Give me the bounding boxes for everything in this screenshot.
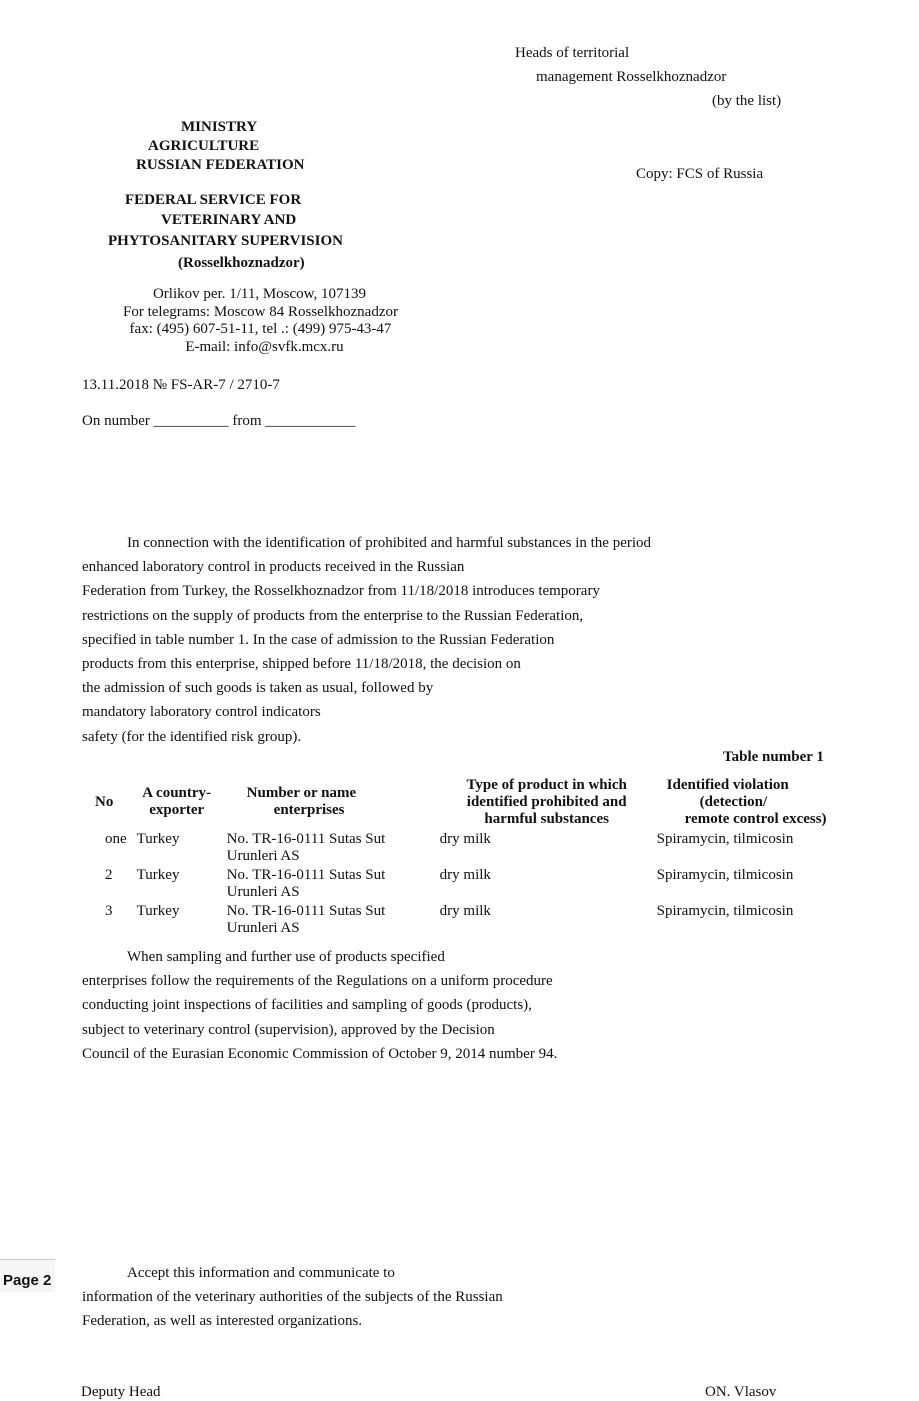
paragraph-2-line: Council of the Eurasian Economic Commission of October 9, 2014 number 94. xyxy=(82,1045,558,1062)
on-number-line: On number __________ from ____________ xyxy=(82,413,356,429)
cell-violation: Spiramycin, tilmicosin xyxy=(656,867,794,883)
paragraph-1-line: products from this enterprise, shipped before 11/18/2018, the decision on xyxy=(82,655,521,672)
addressee-line-2: management Rosselkhoznadzor xyxy=(536,69,727,85)
paragraph-2 xyxy=(82,945,557,1066)
ministry-line-1: MINISTRY xyxy=(181,119,258,135)
paragraph-1-line: specified in table number 1. In the case of admission to the Russian Federation xyxy=(82,631,555,648)
cell-product: dry milk xyxy=(439,831,491,847)
address-line-4: E-mail: info@svfk.mcx.ru xyxy=(185,339,344,355)
paragraph-3-line: information of the veterinary authorities of the subjects of the Russian xyxy=(82,1289,503,1306)
paragraph-1-line: enhanced laboratory control in products received in the Russian xyxy=(82,559,465,576)
header-violation: Identified violation (detection/ remote control excess) xyxy=(666,776,827,827)
cell-no: 3 xyxy=(105,903,113,919)
table-row xyxy=(95,831,867,867)
paragraph-1-line: restrictions on the supply of products from the enterprise to the Russian Federation, xyxy=(82,607,584,624)
paragraph-2-line: subject to veterinary control (supervision), approved by the Decision xyxy=(82,1021,495,1038)
cell-country: Turkey xyxy=(136,867,180,883)
cell-violation: Spiramycin, tilmicosin xyxy=(656,831,794,847)
paragraph-2-line: When sampling and further use of products specified xyxy=(127,949,445,965)
paragraph-2-line: conducting joint inspections of facilities and sampling of goods (products), xyxy=(82,997,532,1014)
service-line-3: PHYTOSANITARY SUPERVISION xyxy=(108,233,343,249)
doc-reference: 13.11.2018 № FS-AR-7 / 2710-7 xyxy=(82,377,280,393)
address-line-3: fax: (495) 607-51-11, tel .: (499) 975-43-47 xyxy=(129,321,392,337)
copy-line: Copy: FCS of Russia xyxy=(636,166,764,182)
paragraph-1-line: safety (for the identified risk group). xyxy=(82,728,302,745)
signature-name: ON. Vlasov xyxy=(705,1384,777,1400)
address-line-1: Orlikov per. 1/11, Moscow, 107139 xyxy=(152,286,367,302)
paragraph-3-line: Accept this information and communicate to xyxy=(127,1265,395,1281)
addressee-line-1: Heads of territorial xyxy=(515,45,630,61)
cell-country: Turkey xyxy=(136,903,180,919)
service-line-4: (Rosselkhoznadzor) xyxy=(178,255,305,271)
paragraph-1-line: Federation from Turkey, the Rosselkhoznadzor from 11/18/2018 introduces temporary xyxy=(82,583,600,600)
table-row xyxy=(95,903,867,939)
cell-no: one xyxy=(105,831,127,847)
service-line-1: FEDERAL SERVICE FOR xyxy=(125,192,302,208)
cell-no: 2 xyxy=(105,867,113,883)
violations-table xyxy=(95,773,867,939)
page-number-label: Page 2 xyxy=(0,1259,55,1292)
header-no: No xyxy=(95,793,114,810)
table-row xyxy=(95,867,867,903)
header-enterprise: Number or name enterprises xyxy=(246,785,357,818)
table-header-row xyxy=(95,773,867,831)
paragraph-1 xyxy=(82,531,651,749)
cell-violation: Spiramycin, tilmicosin xyxy=(656,903,794,919)
paragraph-2-line: enterprises follow the requirements of the Regulations on a uniform procedure xyxy=(82,973,553,990)
cell-enterprise: No. TR-16-0111 Sutas Sut Urunleri AS xyxy=(226,831,386,864)
signature-title: Deputy Head xyxy=(81,1384,161,1400)
table-caption: Table number 1 xyxy=(723,749,824,765)
paragraph-1-line: In connection with the identification of prohibited and harmful substances in the period xyxy=(127,535,652,551)
paragraph-3-line: Federation, as well as interested organizations. xyxy=(82,1313,363,1330)
paragraph-1-line: the admission of such goods is taken as usual, followed by xyxy=(82,680,434,697)
cell-enterprise: No. TR-16-0111 Sutas Sut Urunleri AS xyxy=(226,867,386,900)
cell-country: Turkey xyxy=(136,831,180,847)
header-product: Type of product in which identified prohibited and harmful substances xyxy=(466,776,627,827)
header-country: A country- exporter xyxy=(142,785,212,818)
addressee-line-3: (by the list) xyxy=(712,93,782,109)
cell-product: dry milk xyxy=(439,903,491,919)
service-line-2: VETERINARY AND xyxy=(161,212,297,228)
paragraph-3 xyxy=(82,1261,503,1334)
cell-product: dry milk xyxy=(439,867,491,883)
ministry-line-3: RUSSIAN FEDERATION xyxy=(136,157,305,173)
address-line-2: For telegrams: Moscow 84 Rosselkhoznadzor xyxy=(123,304,398,320)
cell-enterprise: No. TR-16-0111 Sutas Sut Urunleri AS xyxy=(226,903,386,936)
ministry-line-2: AGRICULTURE xyxy=(148,138,260,154)
paragraph-1-line: mandatory laboratory control indicators xyxy=(82,704,321,721)
